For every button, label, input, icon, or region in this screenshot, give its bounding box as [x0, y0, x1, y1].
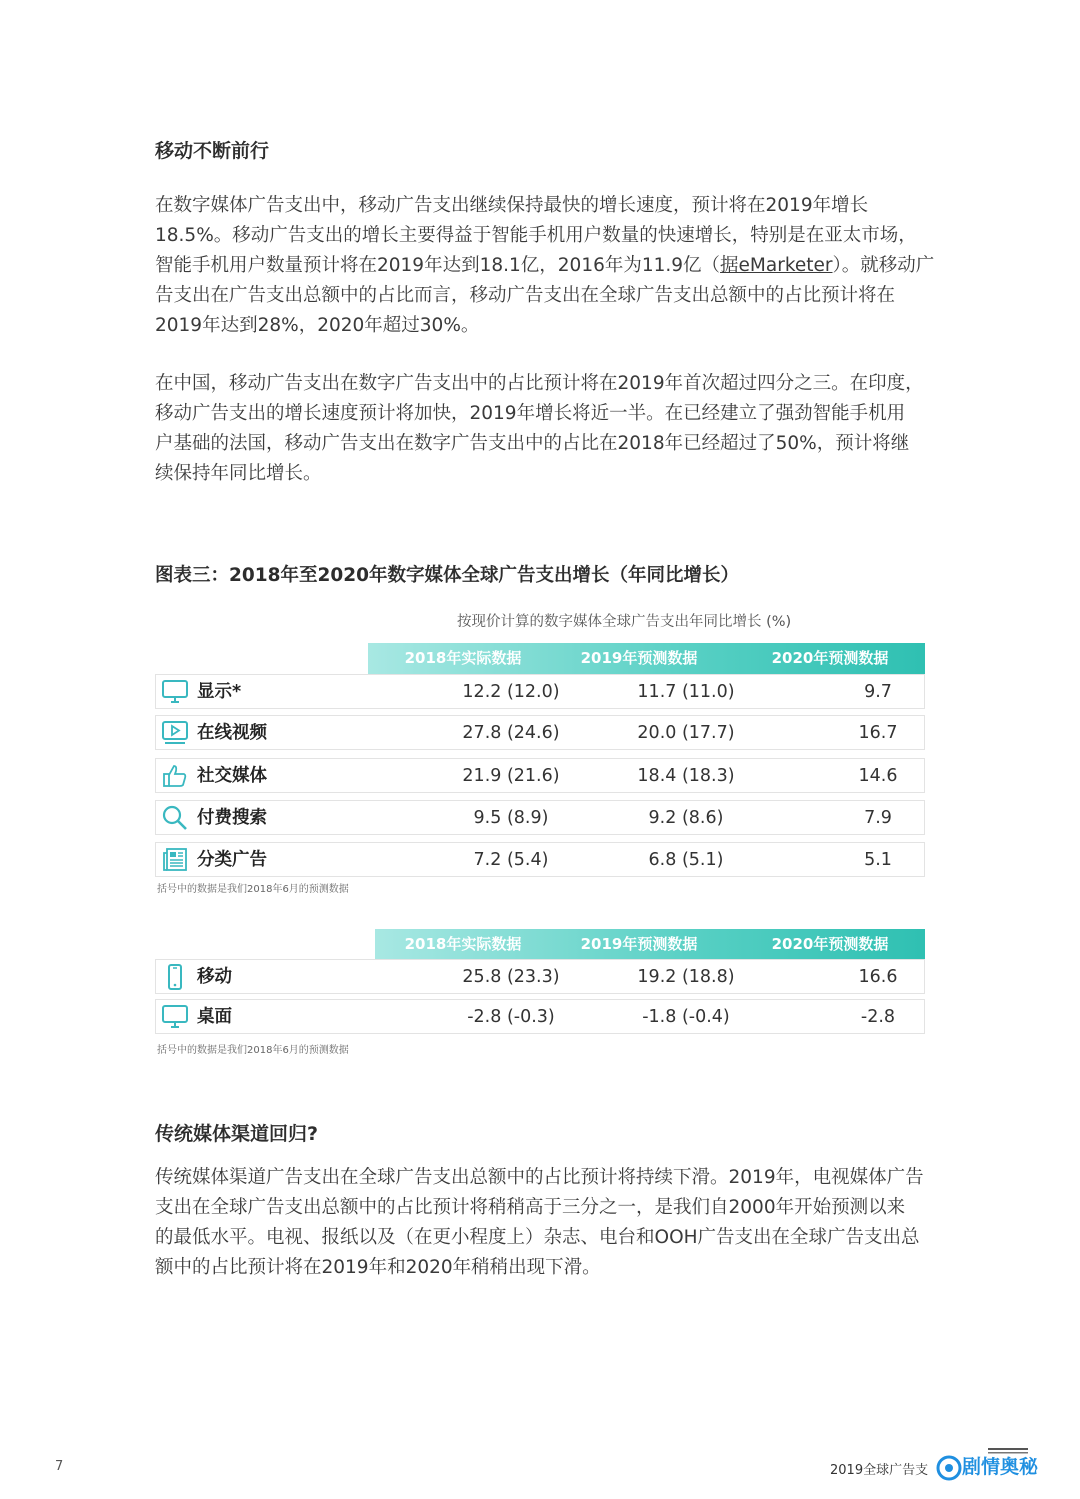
column-header-2019: 2019年预测数据: [580, 935, 698, 953]
cell-2020: 14.6: [858, 766, 898, 786]
cell-2019: 18.4 (18.3): [637, 766, 735, 786]
cell-2020: 7.9: [864, 808, 892, 828]
cell-2019: 9.2 (8.6): [648, 808, 724, 828]
monitor-icon: [161, 679, 189, 705]
row-label: 显示*: [197, 682, 242, 702]
cell-2020: 5.1: [864, 850, 892, 870]
cell-2020: 9.7: [864, 682, 892, 702]
cell-2018: -2.8 (-0.3): [467, 1007, 555, 1027]
para-line: 在数字媒体广告支出中，移动广告支出继续保持最快的增长速度，预计将在2019年增长: [155, 195, 869, 216]
column-header-2019: 2019年预测数据: [580, 649, 698, 667]
para-line: 告支出在广告支出总额中的占比而言，移动广告支出在全球广告支出总额中的占比预计将在: [155, 285, 896, 306]
paragraph-mobile-growth: [155, 191, 935, 341]
row-label: 桌面: [197, 1007, 232, 1027]
para-line: 续保持年同比增长。: [155, 463, 322, 484]
footer-document-title: 2019全球广告支: [830, 1463, 929, 1478]
search-icon: [161, 805, 189, 831]
row-label: 付费搜索: [197, 808, 267, 828]
paragraph-traditional-media: [155, 1163, 930, 1283]
cell-2019: 11.7 (11.0): [637, 682, 735, 702]
newspaper-icon: [161, 847, 189, 873]
chart-subtitle: 按现价计算的数字媒体全球广告支出年同比增长 (%): [457, 614, 792, 630]
para-line: 户基础的法国，移动广告支出在数字广告支出中的占比在2018年已经超过了50%，预计将继: [155, 433, 910, 454]
table-row: [155, 842, 925, 877]
column-header-2020: 2020年预测数据: [771, 935, 889, 953]
watermark-text: 剧情奥秘: [962, 1456, 1039, 1478]
para-line: 18.5%。移动广告支出的增长主要得益于智能手机用户数量的快速增长，特别是在亚太市场，: [155, 225, 917, 246]
row-label: 社交媒体: [197, 766, 267, 786]
para-line: 支出在全球广告支出总额中的占比预计将稍稍高于三分之一，是我们自2000年开始预测以来: [155, 1197, 906, 1218]
table-header: [368, 643, 925, 674]
table-row: [155, 758, 925, 793]
emarketer-link[interactable]: 据eMarketer: [720, 255, 833, 276]
table-footnote: 括号中的数据是我们2018年6月的预测数据: [157, 1045, 349, 1056]
para-line: 2019年达到28%，2020年超过30%。: [155, 315, 480, 336]
cell-2019: 6.8 (5.1): [648, 850, 724, 870]
cell-2018: 12.2 (12.0): [462, 682, 560, 702]
para-text: 智能手机用户数量预计将在2019年达到18.1亿，2016年为11.9亿（: [155, 255, 721, 276]
row-label: 在线视频: [197, 723, 267, 743]
monitor-icon: [161, 1004, 189, 1030]
para-line: [155, 251, 935, 281]
cell-2018: 27.8 (24.6): [462, 723, 560, 743]
table-row: [155, 715, 925, 750]
table-header: [375, 929, 925, 960]
chart-title: 图表三：2018年至2020年数字媒体全球广告支出增长（年同比增长）: [155, 565, 739, 586]
table-row: [155, 674, 925, 709]
column-header-2018: 2018年实际数据: [404, 649, 522, 667]
cell-2019: 20.0 (17.7): [637, 723, 735, 743]
table-row: [155, 800, 925, 835]
table-row: [155, 999, 925, 1034]
thumbs-up-icon: [161, 763, 189, 789]
cell-2019: 19.2 (18.8): [637, 967, 735, 987]
para-line: 的最低水平。电视、报纸以及（在更小程度上）杂志、电台和OOH广告支出在全球广告支出总: [155, 1227, 920, 1248]
page-number: 7: [55, 1459, 64, 1474]
cell-2019: -1.8 (-0.4): [642, 1007, 730, 1027]
para-text: ）。就移动广: [832, 255, 935, 276]
phone-icon: [161, 964, 189, 990]
section-heading-mobile: 移动不断前行: [155, 140, 270, 162]
cell-2018: 9.5 (8.9): [473, 808, 549, 828]
row-label: 移动: [197, 967, 232, 987]
para-line: 额中的占比预计将在2019年和2020年稍稍出现下滑。: [155, 1257, 601, 1278]
paragraph-markets: [155, 369, 930, 489]
para-line: 传统媒体渠道广告支出在全球广告支出总额中的占比预计将持续下滑。2019年，电视媒体广告: [155, 1167, 924, 1188]
cell-2020: -2.8: [860, 1007, 896, 1027]
para-line: 移动广告支出的增长速度预计将加快，2019年增长将近一半。在已经建立了强劲智能手机用: [155, 403, 906, 424]
cell-2018: 7.2 (5.4): [473, 850, 549, 870]
para-line: 在中国，移动广告支出在数字广告支出中的占比预计将在2019年首次超过四分之三。在印度，: [155, 373, 924, 394]
video-icon: [161, 720, 189, 746]
row-label: 分类广告: [197, 850, 267, 870]
column-header-2018: 2018年实际数据: [404, 935, 522, 953]
column-header-2020: 2020年预测数据: [771, 649, 889, 667]
cell-2018: 21.9 (21.6): [462, 766, 560, 786]
cell-2018: 25.8 (23.3): [462, 967, 560, 987]
cell-2020: 16.6: [858, 967, 898, 987]
table-row: [155, 959, 925, 994]
table-footnote: 括号中的数据是我们2018年6月的预测数据: [157, 884, 349, 895]
section-heading-traditional: 传统媒体渠道回归?: [155, 1123, 319, 1145]
cell-2020: 16.7: [858, 723, 898, 743]
